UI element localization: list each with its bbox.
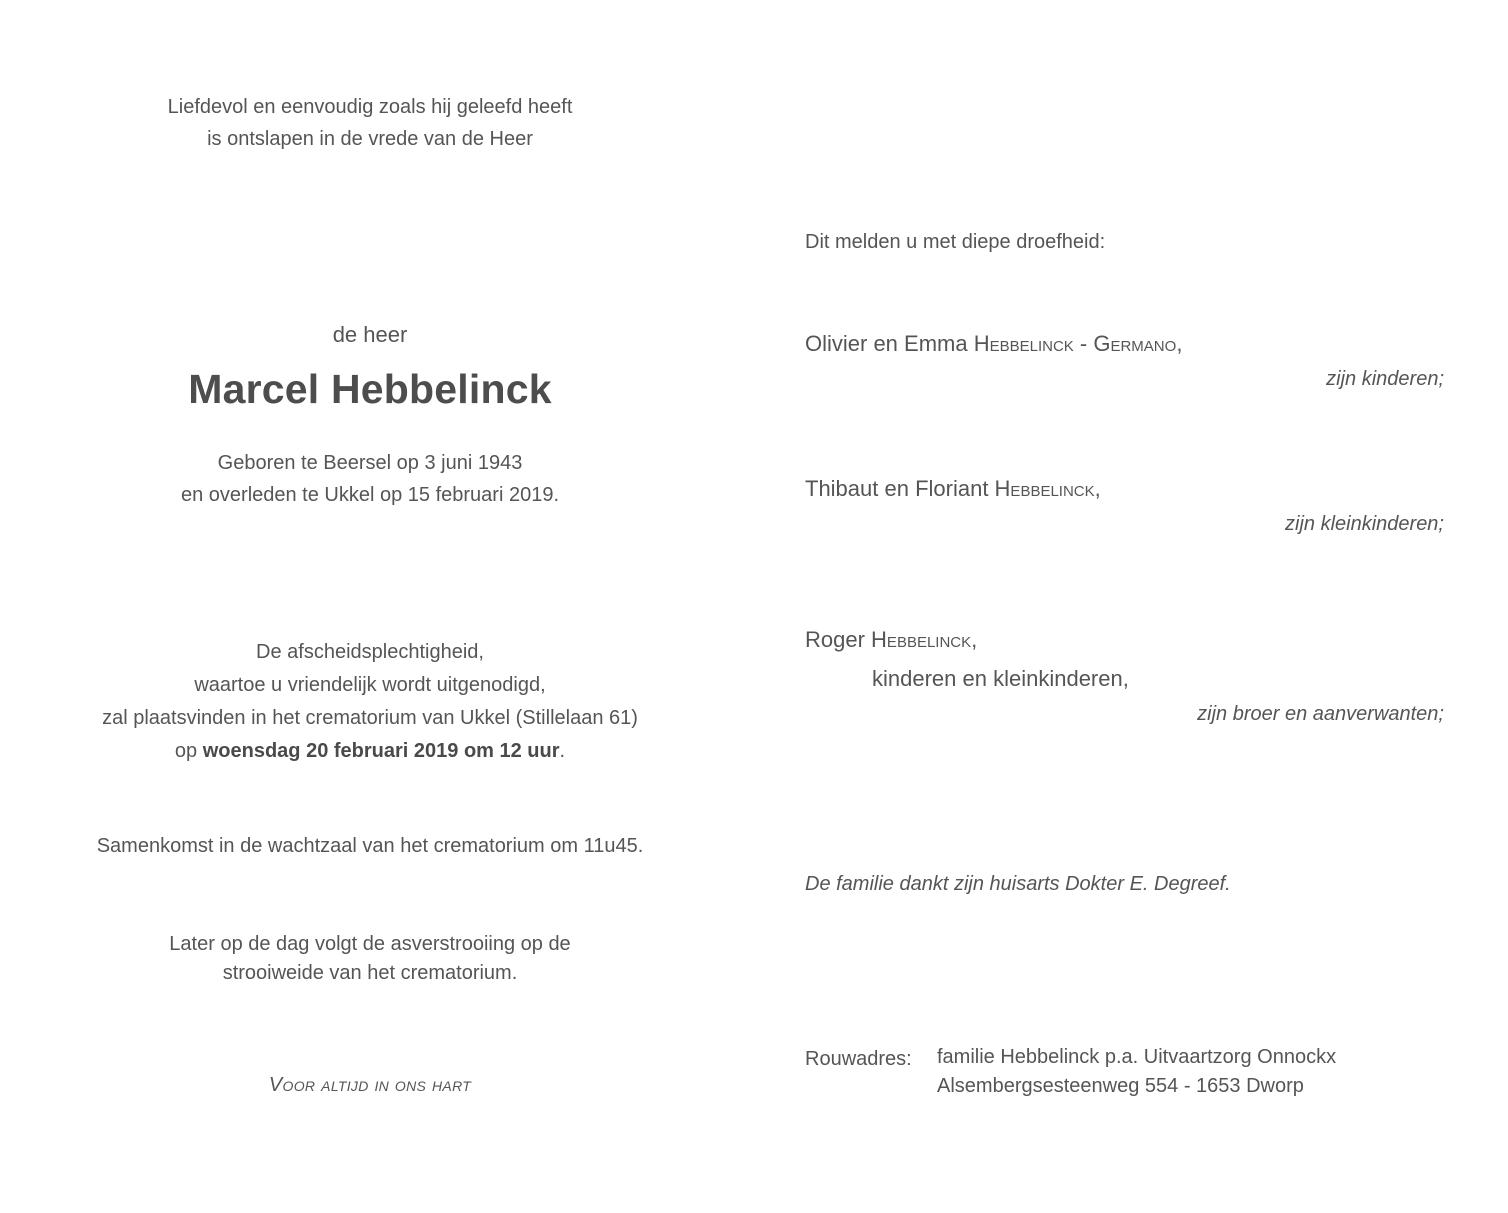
scattering-line-1: Later op de dag volgt de asverstrooiing op de xyxy=(169,933,571,955)
gathering-text: Samenkomst in de wachtzaal van het crematorium om 11u45. xyxy=(96,835,644,857)
family-brother xyxy=(805,624,977,656)
thanks-note: De familie dankt zijn huisarts Dokter E. Degreef. xyxy=(805,873,1231,895)
birth-death-info xyxy=(70,447,670,511)
deceased-name: Marcel Hebbelinck xyxy=(188,366,552,412)
ceremony-date: woensdag 20 februari 2019 om 12 uur xyxy=(202,740,560,762)
ceremony-line-3: zal plaatsvinden in het crematorium van Ukkel (Stillelaan 61) xyxy=(102,707,638,729)
ceremony-line-1: De afscheidsplechtigheid, xyxy=(256,641,484,663)
family-children xyxy=(805,328,1182,360)
family-children-names: Olivier en Emma xyxy=(805,331,974,356)
family-children-surname: Hebbelinck - Germano xyxy=(973,331,1177,356)
family-grandchildren-surname: Hebbelinck xyxy=(994,476,1095,501)
role-children: zijn kinderen; xyxy=(1326,368,1444,390)
scattering-line-2: strooiweide van het crematorium. xyxy=(222,962,518,984)
role-grandchildren: zijn kleinkinderen; xyxy=(1285,513,1444,535)
intro-line-2: is ontslapen in de vrede van de Heer xyxy=(207,128,533,150)
ceremony-info xyxy=(70,636,670,768)
ceremony-line-4 xyxy=(70,735,670,768)
intro-text xyxy=(70,91,670,155)
address-line-1: familie Hebbelinck p.a. Uitvaartzorg Onnockx xyxy=(937,1046,1337,1068)
family-grandchildren xyxy=(805,473,1101,505)
death-line: en overleden te Ukkel op 15 februari 2019. xyxy=(180,484,560,506)
address-line-2: Alsembergsesteenweg 554 - 1653 Dworp xyxy=(937,1075,1304,1097)
intro-line-1: Liefdevol en eenvoudig zoals hij geleefd heeft xyxy=(167,96,573,118)
address-label: Rouwadres: xyxy=(805,1048,912,1070)
address-block xyxy=(937,1043,1336,1101)
family-grandchildren-comma: , xyxy=(1094,476,1101,501)
role-brother: zijn broer en aanverwanten; xyxy=(1197,703,1444,725)
motto: Voor altijd in ons hart xyxy=(268,1074,472,1096)
family-brother-descendants: kinderen en kleinkinderen, xyxy=(872,666,1129,691)
ceremony-date-suffix: . xyxy=(559,740,566,762)
announcement: Dit melden u met diepe droefheid: xyxy=(805,231,1106,253)
ceremony-date-prefix: op xyxy=(174,740,203,762)
honorific: de heer xyxy=(332,322,408,347)
family-grandchildren-names: Thibaut en Floriant xyxy=(805,476,995,501)
scattering-text xyxy=(70,930,670,988)
ceremony-line-2: waartoe u vriendelijk wordt uitgenodigd, xyxy=(194,674,546,696)
family-brother-surname: Hebbelinck xyxy=(871,627,972,652)
family-children-comma: , xyxy=(1176,331,1183,356)
family-brother-comma: , xyxy=(971,627,978,652)
birth-line: Geboren te Beersel op 3 juni 1943 xyxy=(217,452,523,474)
family-brother-names: Roger xyxy=(805,627,872,652)
